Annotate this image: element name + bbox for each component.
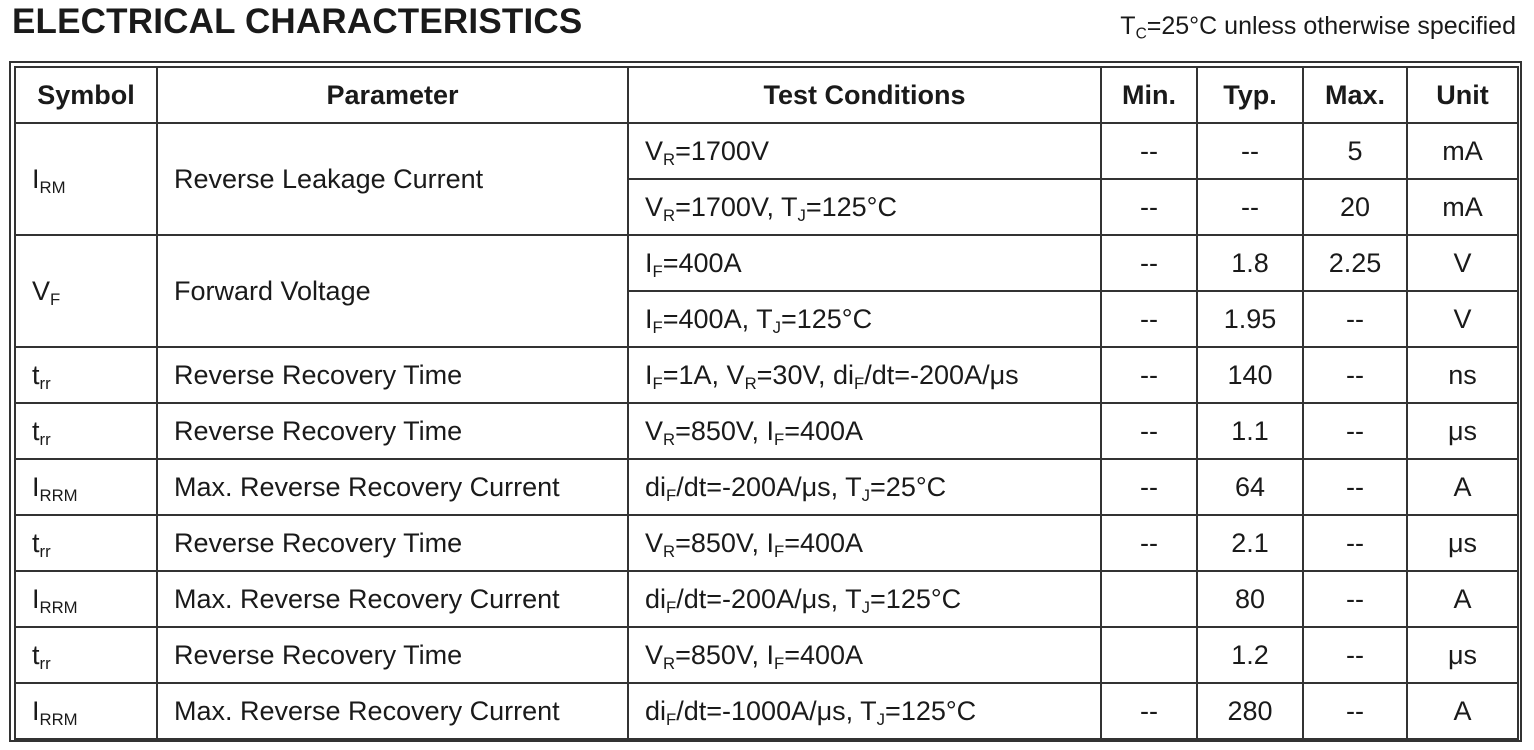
min-cell: -- — [1101, 683, 1197, 739]
col-header-test-conditions: Test Conditions — [628, 67, 1101, 123]
symbol-cell: $I_{RRM}$ — [15, 683, 157, 739]
table-row — [15, 515, 1518, 571]
typ-cell: 1.2 — [1197, 627, 1303, 683]
table-row — [15, 347, 1518, 403]
max-cell: 20 — [1303, 179, 1407, 235]
min-cell: -- — [1101, 123, 1197, 179]
table-row — [15, 123, 1518, 179]
typ-cell: 1.1 — [1197, 403, 1303, 459]
parameter-cell: Max. Reverse Recovery Current — [157, 683, 628, 739]
symbol-cell: $t_{rr}$ — [15, 403, 157, 459]
parameter-cell: Reverse Recovery Time — [157, 347, 628, 403]
typ-cell: -- — [1197, 179, 1303, 235]
conditions-cell: $I_F=400A$, $T_J=125^\circ C$ — [628, 291, 1101, 347]
symbol-cell: $I_{RRM}$ — [15, 459, 157, 515]
unit-cell: ns — [1407, 347, 1518, 403]
conditions-cell: $V_R=850V$, $I_F=400A$ — [628, 515, 1101, 571]
unit-cell: μs — [1407, 403, 1518, 459]
unit-cell: V — [1407, 235, 1518, 291]
header-row — [15, 67, 1518, 123]
characteristics-table — [14, 66, 1519, 740]
max-cell: -- — [1303, 627, 1407, 683]
typ-cell: 1.8 — [1197, 235, 1303, 291]
conditions-cell: $di_F/dt=-200A/\mu s$, $T_J=125^\circ C$ — [628, 571, 1101, 627]
unit-cell: A — [1407, 683, 1518, 739]
max-cell: 5 — [1303, 123, 1407, 179]
min-cell: -- — [1101, 235, 1197, 291]
table-row — [15, 627, 1518, 683]
col-header-typ: Typ. — [1197, 67, 1303, 123]
parameter-cell: Max. Reverse Recovery Current — [157, 459, 628, 515]
min-cell: -- — [1101, 291, 1197, 347]
max-cell: -- — [1303, 683, 1407, 739]
min-cell — [1101, 571, 1197, 627]
conditions-cell: $di_F/dt=-200A/\mu s$, $T_J=25^\circ C$ — [628, 459, 1101, 515]
unit-cell: A — [1407, 459, 1518, 515]
min-cell: -- — [1101, 347, 1197, 403]
max-cell: -- — [1303, 291, 1407, 347]
min-cell: -- — [1101, 179, 1197, 235]
max-cell: -- — [1303, 571, 1407, 627]
typ-cell: 140 — [1197, 347, 1303, 403]
parameter-cell: Reverse Recovery Time — [157, 627, 628, 683]
condition-note: $T_C=25^\circ C$ unless otherwise specified — [1120, 12, 1516, 43]
min-cell: -- — [1101, 403, 1197, 459]
parameter-cell: Reverse Leakage Current — [157, 123, 628, 235]
table-row — [15, 683, 1518, 739]
symbol-cell: $I_{RRM}$ — [15, 571, 157, 627]
symbol-cell: $t_{rr}$ — [15, 515, 157, 571]
min-cell — [1101, 627, 1197, 683]
parameter-cell: Max. Reverse Recovery Current — [157, 571, 628, 627]
min-cell: -- — [1101, 515, 1197, 571]
unit-cell: μs — [1407, 627, 1518, 683]
parameter-cell: Reverse Recovery Time — [157, 403, 628, 459]
typ-cell: -- — [1197, 123, 1303, 179]
parameter-cell: Forward Voltage — [157, 235, 628, 347]
table-row — [15, 459, 1518, 515]
max-cell: -- — [1303, 459, 1407, 515]
unit-cell: A — [1407, 571, 1518, 627]
col-header-unit: Unit — [1407, 67, 1518, 123]
table-row — [15, 235, 1518, 291]
unit-cell: μs — [1407, 515, 1518, 571]
typ-cell: 2.1 — [1197, 515, 1303, 571]
conditions-cell: $V_R=1700V$, $T_J=125^\circ C$ — [628, 179, 1101, 235]
symbol-cell: $t_{rr}$ — [15, 627, 157, 683]
page-title: ELECTRICAL CHARACTERISTICS — [12, 2, 583, 41]
max-cell: -- — [1303, 403, 1407, 459]
table-row — [15, 403, 1518, 459]
conditions-cell: $V_R=850V$, $I_F=400A$ — [628, 627, 1101, 683]
symbol-cell: $t_{rr}$ — [15, 347, 157, 403]
symbol-cell: $I_{RM}$ — [15, 123, 157, 235]
col-header-max: Max. — [1303, 67, 1407, 123]
typ-cell: 80 — [1197, 571, 1303, 627]
conditions-cell: $V_R=1700V$ — [628, 123, 1101, 179]
parameter-cell: Reverse Recovery Time — [157, 515, 628, 571]
table-row — [15, 571, 1518, 627]
typ-cell: 64 — [1197, 459, 1303, 515]
conditions-cell: $di_F/dt=-1000A/\mu s$, $T_J=125^\circ C$ — [628, 683, 1101, 739]
conditions-cell: $I_F=1A$, $V_R=30V$, $di_F/dt=-200A/\mu s$ — [628, 347, 1101, 403]
unit-cell: mA — [1407, 123, 1518, 179]
max-cell: -- — [1303, 515, 1407, 571]
max-cell: 2.25 — [1303, 235, 1407, 291]
conditions-cell: $I_F=400A$ — [628, 235, 1101, 291]
typ-cell: 1.95 — [1197, 291, 1303, 347]
conditions-cell: $V_R=850V$, $I_F=400A$ — [628, 403, 1101, 459]
symbol-cell: $V_F$ — [15, 235, 157, 347]
typ-cell: 280 — [1197, 683, 1303, 739]
col-header-symbol: Symbol — [15, 67, 157, 123]
col-header-min: Min. — [1101, 67, 1197, 123]
max-cell: -- — [1303, 347, 1407, 403]
col-header-parameter: Parameter — [157, 67, 628, 123]
unit-cell: V — [1407, 291, 1518, 347]
unit-cell: mA — [1407, 179, 1518, 235]
min-cell: -- — [1101, 459, 1197, 515]
